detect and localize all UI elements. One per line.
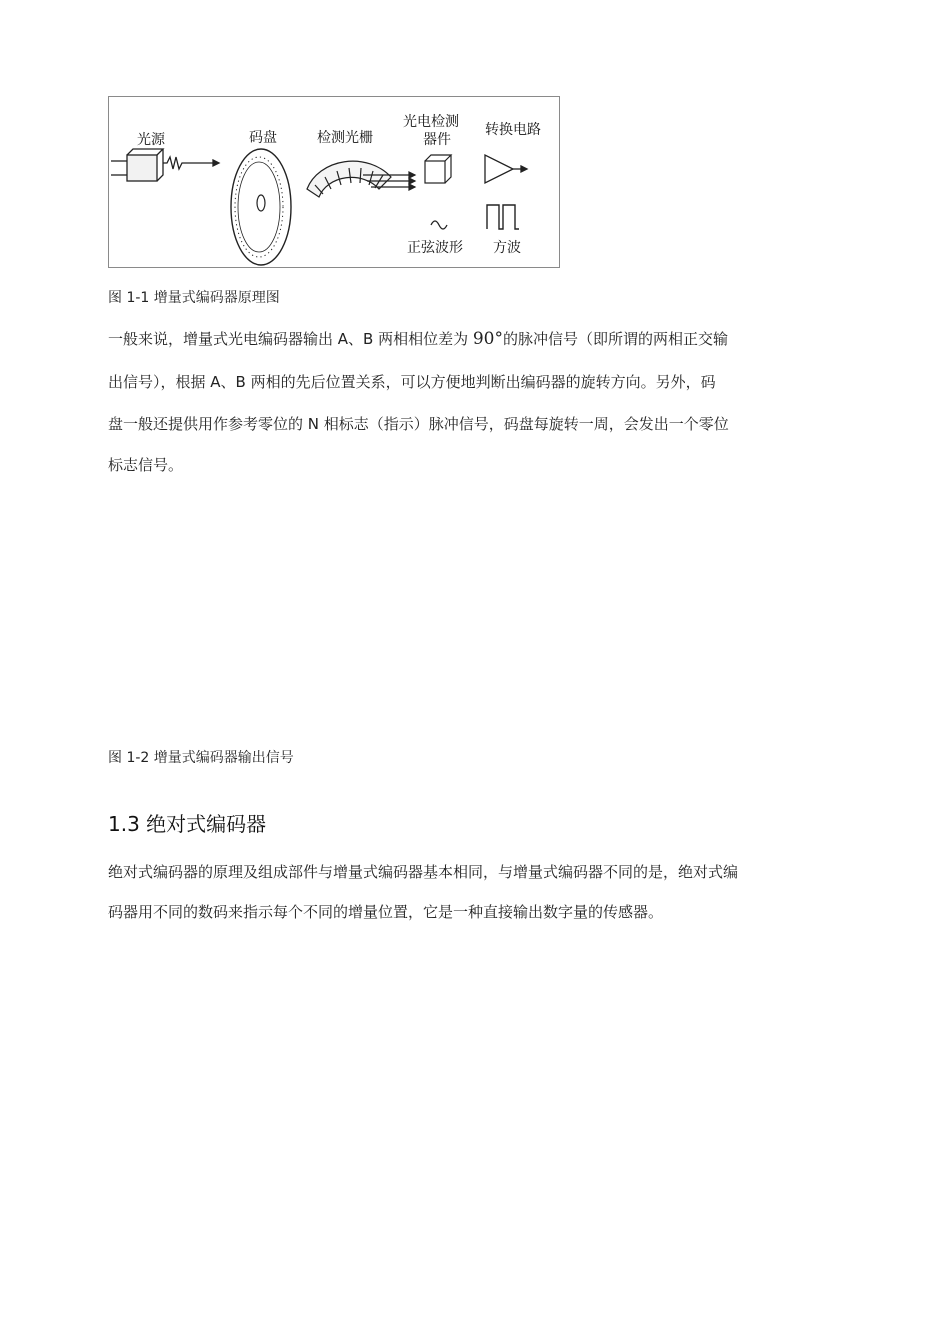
photo-detector-label-line1: 光电检测 bbox=[403, 114, 459, 130]
paragraph-1-line-3: 盘一般还提供用作参考零位的 N 相标志（指示）脉冲信号，码盘每旋转一周，会发出一个零位 bbox=[108, 415, 729, 433]
code-disc-icon bbox=[231, 149, 291, 265]
light-source-icon bbox=[111, 149, 219, 181]
phase-difference-value: 90° bbox=[472, 329, 503, 349]
paragraph-2-line-1: 绝对式编码器的原理及组成部件与增量式编码器基本相同，与增量式编码器不同的是，绝对式编 bbox=[108, 863, 739, 881]
square-wave-label: 方波 bbox=[493, 240, 521, 256]
paragraph-1-line-2: 出信号），根据 A、B 两相的先后位置关系，可以方便地判断出编码器的旋转方向。另外，码 bbox=[108, 373, 716, 391]
paragraph-1-line-1-post: 的脉冲信号（即所谓的两相正交输 bbox=[503, 330, 729, 348]
code-disc-label: 码盘 bbox=[249, 130, 277, 146]
encoder-principle-figure bbox=[108, 96, 560, 268]
paragraph-1-line-1 bbox=[108, 329, 728, 349]
figure-1-2-caption: 图 1-2 增量式编码器输出信号 bbox=[108, 750, 294, 766]
converter-circuit-icon bbox=[485, 155, 527, 183]
detection-grating-label: 检测光栅 bbox=[317, 130, 373, 146]
detection-grating-icon bbox=[307, 161, 415, 197]
light-source-label: 光源 bbox=[137, 132, 165, 148]
sine-wave-icon bbox=[431, 221, 447, 229]
photo-detector-icon bbox=[425, 155, 451, 183]
square-wave-icon bbox=[487, 205, 519, 229]
section-heading: 1.3 绝对式编码器 bbox=[108, 812, 267, 836]
photo-detector-label-line2: 器件 bbox=[423, 132, 451, 148]
figure-1-1-caption: 图 1-1 增量式编码器原理图 bbox=[108, 290, 280, 306]
paragraph-1-line-1-pre: 一般来说，增量式光电编码器输出 A、B 两相相位差为 bbox=[108, 330, 473, 348]
sine-wave-label: 正弦波形 bbox=[407, 240, 463, 256]
converter-circuit-label: 转换电路 bbox=[485, 122, 541, 138]
paragraph-1-line-4: 标志信号。 bbox=[108, 456, 184, 474]
paragraph-2-line-2: 码器用不同的数码来指示每个不同的增量位置，它是一种直接输出数字量的传感器。 bbox=[108, 903, 664, 921]
